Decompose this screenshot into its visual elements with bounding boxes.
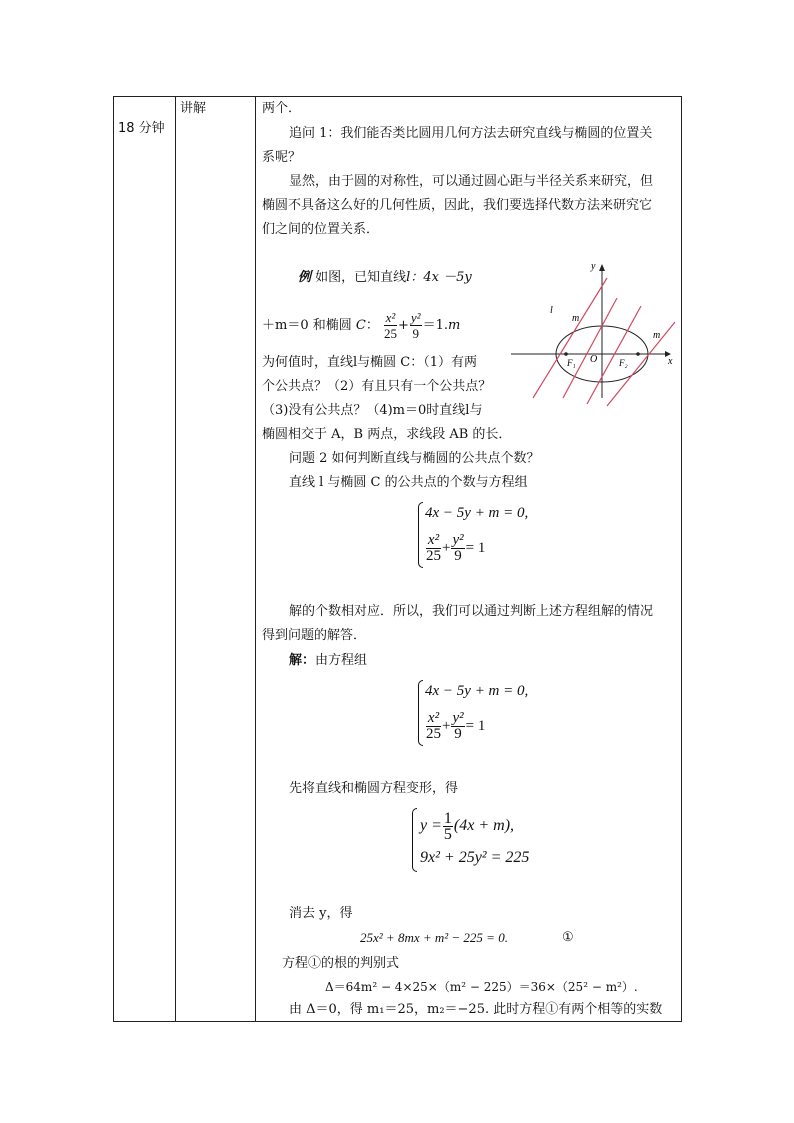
text-line: 们之间的位置关系． <box>262 222 380 237</box>
fraction-denominator: 9 <box>454 548 462 565</box>
system-brace <box>412 808 417 872</box>
fraction-numerator: x² <box>427 532 440 549</box>
line-m-label: m <box>653 330 661 341</box>
text-line: 椭圆不具备这么好的几何性质，因此，我们要选择代数方法来研究它 <box>262 198 653 213</box>
fraction-x2-25 <box>384 310 397 341</box>
text-line: 两个． <box>262 101 302 116</box>
activity-cell: 讲解 <box>180 101 207 116</box>
example-line: 椭圆相交于 A，B 两点，求线段 AB 的长． <box>262 427 512 442</box>
example-eq-part: ＋m＝0 和椭圆 <box>262 318 352 333</box>
system-brace <box>418 502 423 568</box>
plus-sign: + <box>442 540 451 556</box>
equals-one: = 1 <box>465 540 486 556</box>
line-m-label: m <box>572 313 580 324</box>
equals-one: = 1 <box>465 718 486 734</box>
example-line <box>298 270 472 286</box>
fraction-x2-25 <box>426 711 441 742</box>
discriminant-intro: 方程①的根的判别式 <box>282 956 400 971</box>
fraction-y2-9 <box>451 533 464 564</box>
system-brace <box>418 680 423 746</box>
column-divider <box>175 97 176 1021</box>
example-line: （3)没有公共点？（4)m＝0时直线l与 <box>262 403 483 418</box>
example-line-l: l <box>406 270 411 285</box>
equals-one: ＝1. <box>422 318 448 333</box>
example-text: 如图，已知直线 <box>315 270 407 285</box>
fraction-numerator: x² <box>385 310 396 325</box>
plus-sign: + <box>442 718 451 734</box>
system-eq-ellipse <box>425 531 485 565</box>
focus-f1 <box>564 352 568 356</box>
solution-text: 由方程组 <box>315 653 368 668</box>
column-divider <box>255 97 256 1021</box>
fraction-x2-25 <box>426 533 441 564</box>
eliminate-line: 消去 y，得 <box>289 906 353 921</box>
text-line: 显然，由于圆的对称性，可以通过圆心距与半径关系来研究，但 <box>289 174 654 189</box>
focus-f2 <box>636 352 640 356</box>
y-equals: y = <box>420 817 442 834</box>
example-line: 个公共点？（2）有且只有一个公共点？ <box>262 379 492 394</box>
line-m-right <box>607 322 675 406</box>
fraction-one-fifth <box>443 811 453 842</box>
fraction-denominator: 25 <box>426 726 441 743</box>
fraction-denominator: 25 <box>426 548 441 565</box>
expression: (4x + m), <box>453 817 515 834</box>
fraction-numerator: y² <box>452 710 464 727</box>
solution-line <box>289 653 367 669</box>
y-axis-arrow <box>599 264 605 271</box>
x-axis-label: x <box>668 356 673 367</box>
example-label: 例 <box>298 270 312 285</box>
solution-label: 解： <box>289 653 316 668</box>
system2-line2: 9x² + 25y² = 225 <box>420 849 530 866</box>
fraction-numerator: 1 <box>443 809 452 827</box>
system-eq-ellipse <box>425 709 485 743</box>
fraction-y2-9 <box>410 310 422 341</box>
fraction-denominator: 5 <box>443 825 452 843</box>
param-m: m <box>447 318 461 333</box>
colon: ： <box>365 318 379 333</box>
conclusion-line: 由 Δ＝0，得 m₁＝25，m₂＝−25. 此时方程①有两个相等的实数 <box>289 1002 663 1017</box>
line-l-label: l <box>550 305 553 316</box>
focus-f1-label: F₁ <box>567 358 576 368</box>
origin-label: O <box>590 354 598 365</box>
question-2-detail: 直线 l 与椭圆 C 的公共点的个数与方程组 <box>289 475 528 490</box>
equation-marker: ① <box>562 930 574 945</box>
discriminant-formula: Δ＝64m² − 4×25×（m² − 225）＝36×（25² − m²）. <box>325 980 638 994</box>
fraction-numerator: y² <box>452 532 464 549</box>
fraction-denominator: 9 <box>412 326 419 341</box>
fraction-y2-9 <box>451 711 464 742</box>
system-eq-line: 4x − 5y + m = 0, <box>425 505 529 521</box>
time-cell: 18 分钟 <box>118 121 165 136</box>
system2-line1 <box>420 809 514 843</box>
focus-f2-label: F₂ <box>619 358 628 368</box>
example-ellipse-line <box>262 310 460 341</box>
ellipse-name: C <box>355 318 366 333</box>
example-line-eq: ：4x －5y <box>410 270 472 285</box>
text-line: 追问 1：我们能否类比圆用几何方法去研究直线与椭圆的位置关 <box>289 126 653 141</box>
fraction-denominator: 9 <box>454 726 462 743</box>
text-line: 系呢？ <box>262 150 302 165</box>
y-axis-label: y <box>591 261 596 272</box>
paragraph-line: 解的个数相对应．所以，我们可以通过判断上述方程组解的情况 <box>289 604 654 619</box>
ellipse-line-figure <box>505 258 680 408</box>
system-eq-line: 4x − 5y + m = 0, <box>425 683 529 699</box>
quadratic-equation: 25x² + 8mx + m² − 225 = 0. <box>360 930 508 945</box>
transform-line: 先将直线和椭圆方程变形，得 <box>289 781 459 796</box>
fraction-numerator: y² <box>410 310 421 325</box>
plus-sign: + <box>397 318 409 333</box>
lesson-table <box>113 96 682 1022</box>
fraction-numerator: x² <box>427 710 440 727</box>
fraction-denominator: 25 <box>383 326 397 341</box>
question-2: 问题 2 如何判断直线与椭圆的公共点个数？ <box>289 451 540 466</box>
example-line: 为何值时，直线l与椭圆 C：（1）有两 <box>262 355 478 370</box>
paragraph-line: 得到问题的解答． <box>262 628 367 643</box>
